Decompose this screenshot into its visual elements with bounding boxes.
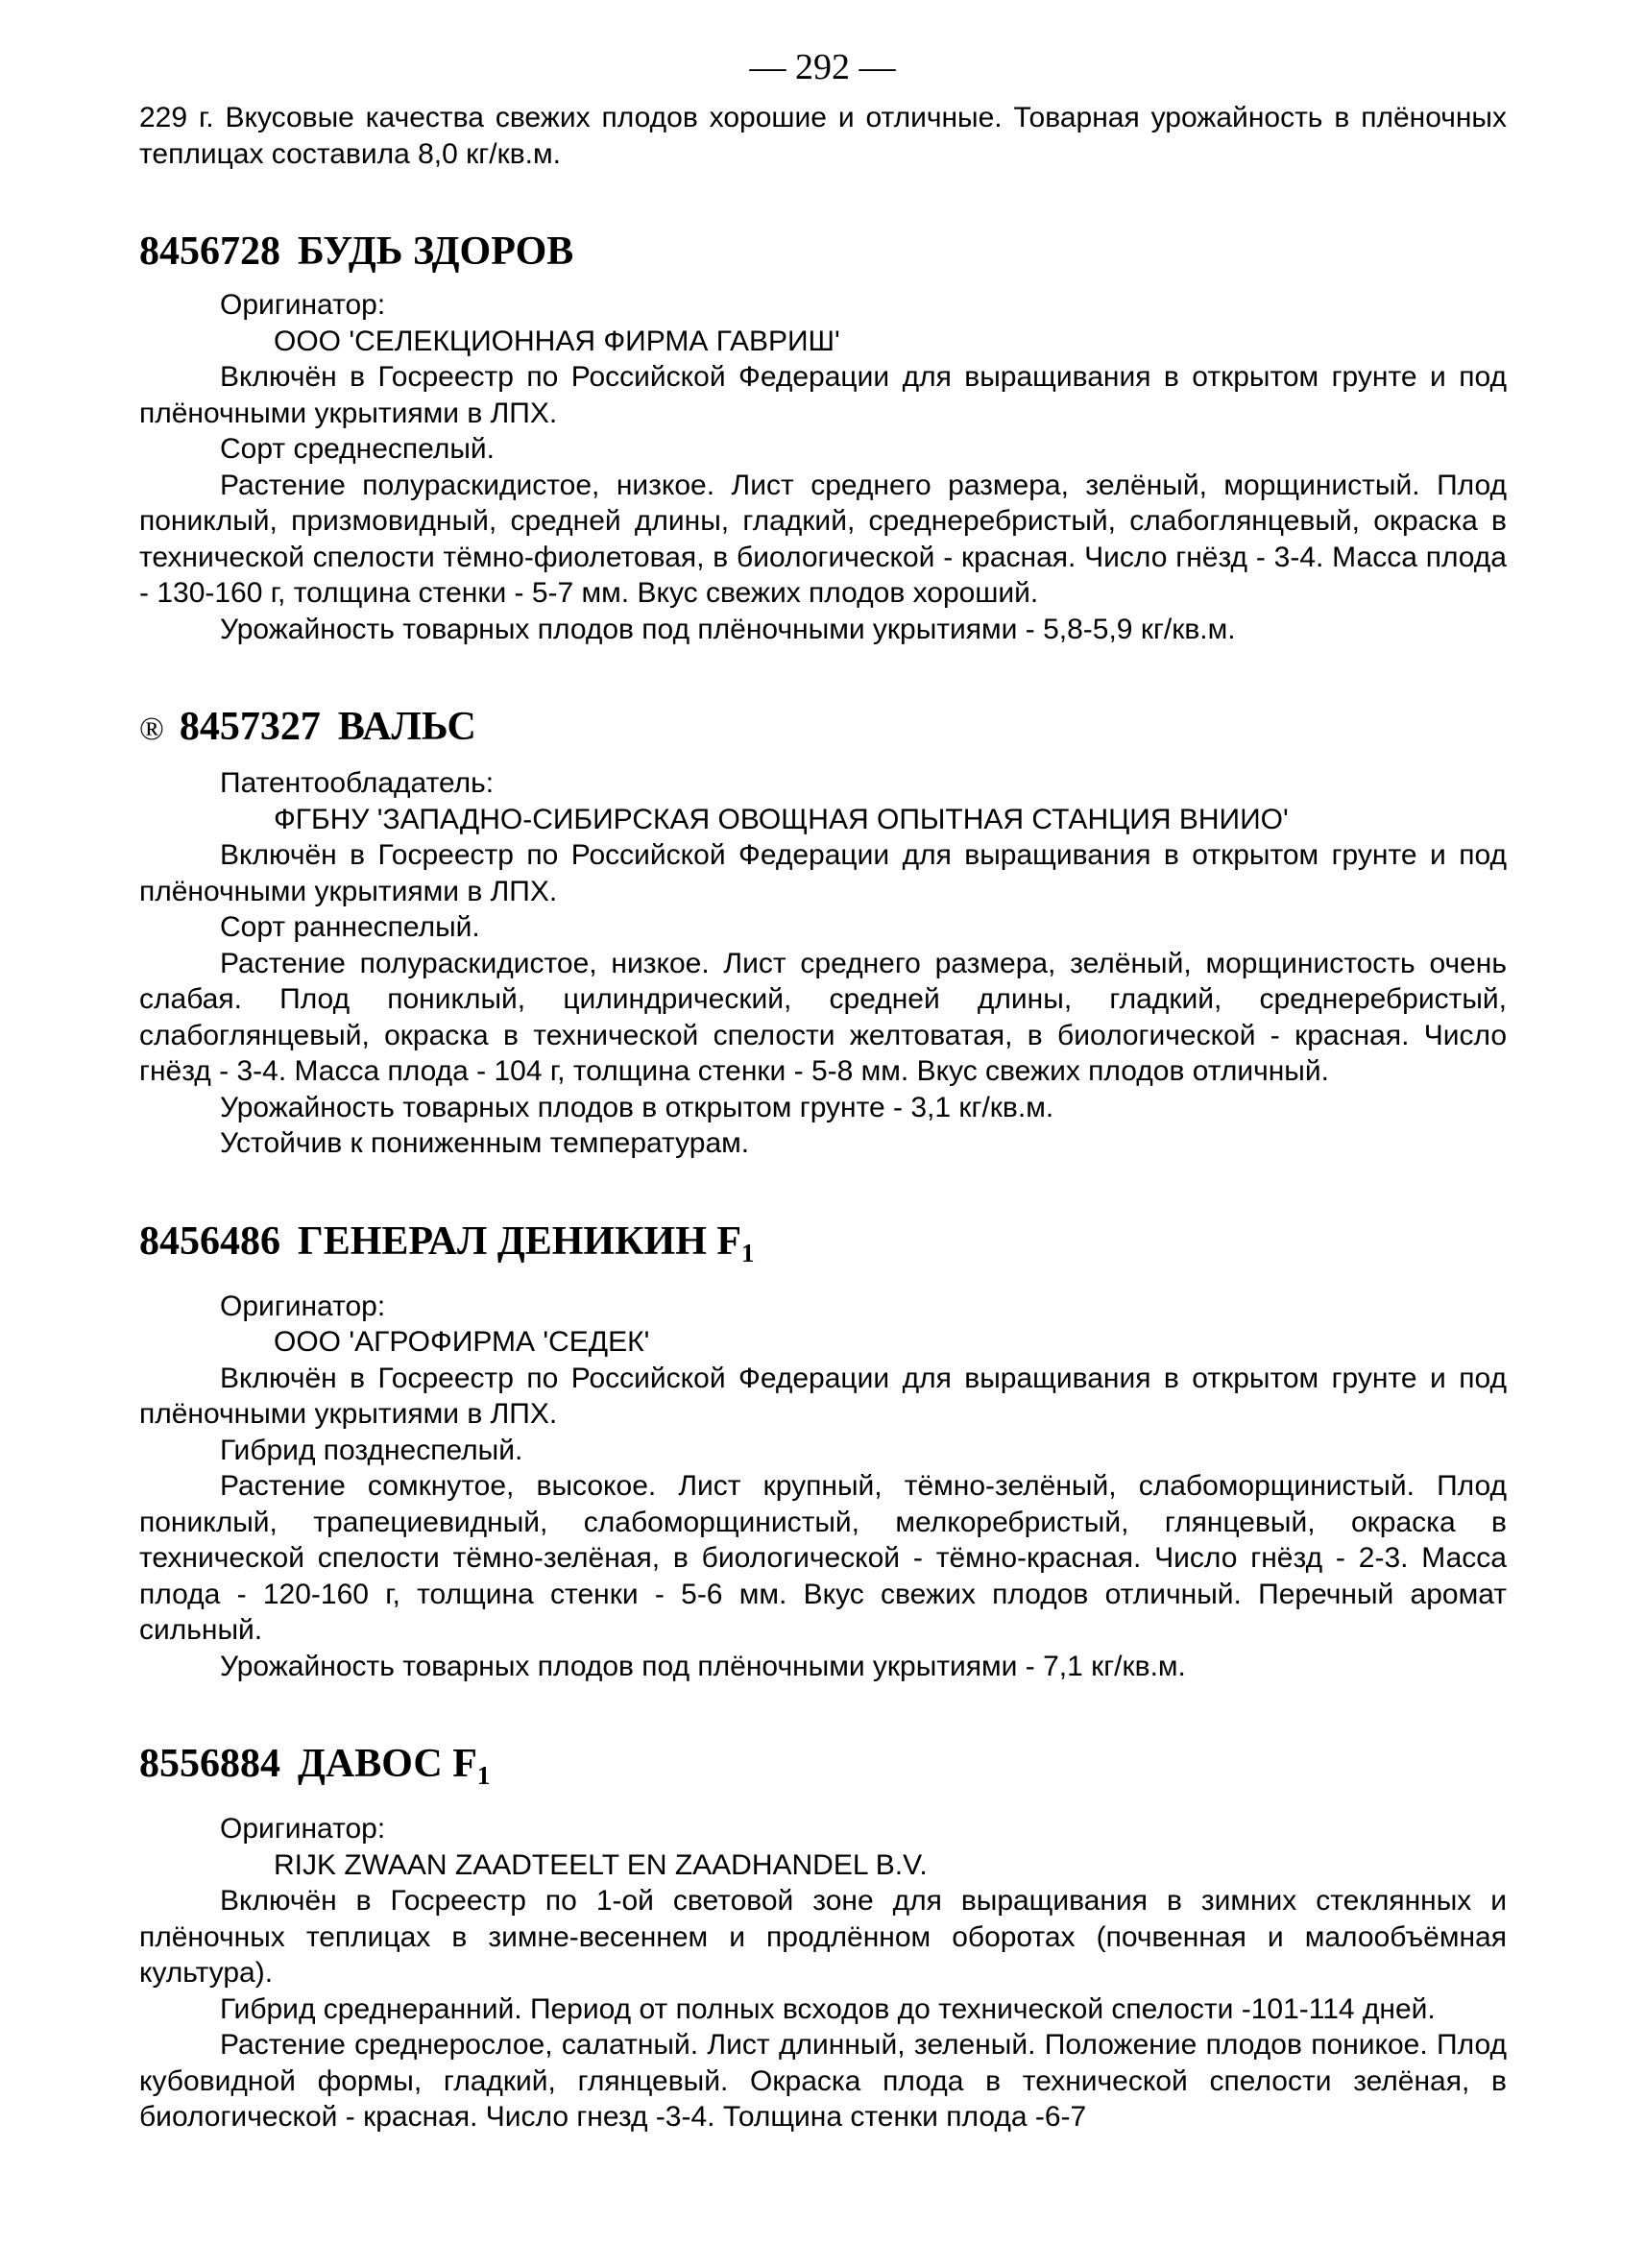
registry-paragraph: Включён в Госреестр по Российской Федерации для выращивания в открытом грунте и под плёночными укрытиями в ЛПХ. <box>139 839 1507 907</box>
page-number: — 292 — <box>749 47 896 87</box>
role-label: Оригинатор: <box>220 1290 386 1322</box>
page-content <box>139 100 1507 2135</box>
entry-heading <box>139 1740 1507 1799</box>
role-label: Патентообладатель: <box>220 767 495 799</box>
yield-paragraph: Урожайность товарных плодов под плёночными укрытиями - 5,8-5,9 кг/кв.м. <box>220 613 1236 645</box>
description-paragraph: Растение полураскидистое, низкое. Лист среднего размера, зелёный, морщинистый. Плод пониклый, призмовидный, средней длины, гладкий, среднеребристый, слабоглянцевый, окраска в технической спелости тёмно-фиолетовая, в биологической - красная. Число гнёзд - 3-4. Масса плода - 130-160 г, толщина стенки - 5-7 мм. Вкус свежих плодов хороший. <box>139 469 1507 609</box>
registered-mark-icon: ® <box>139 712 164 747</box>
intro-paragraph: 229 г. Вкусовые качества свежих плодов хорошие и отличные. Товарная урожайность в плёночных теплицах составила 8,0 кг/кв.м. <box>139 102 1507 170</box>
variety-entry <box>139 703 1507 1162</box>
hybrid-subscript: 1 <box>476 1761 491 1790</box>
ripeness-paragraph: Сорт раннеспелый. <box>220 911 480 943</box>
yield-paragraph: Урожайность товарных плодов в открытом грунте - 3,1 кг/кв.м. <box>220 1091 1054 1123</box>
description-paragraph: Растение среднерослое, салатный. Лист длинный, зеленый. Положение плодов поникое. Плод кубовидной формы, гладкий, глянцевый. Окраска плода в технической спелости зелёная, в биологической - красная. Число гнезд -3-4. Толщина стенки плода -6-7 <box>139 2029 1507 2133</box>
registry-number: 8457327 <box>179 705 321 749</box>
role-label: Оригинатор: <box>220 1813 386 1845</box>
organization-name: ООО 'АГРОФИРМА 'СЕДЕК' <box>274 1326 650 1358</box>
variety-name: БУДЬ ЗДОРОВ <box>298 229 574 274</box>
entry-heading <box>139 1218 1507 1277</box>
description-paragraph: Растение полураскидистое, низкое. Лист среднего размера, зелёный, морщинистость очень слабая. Плод пониклый, цилиндрический, средней длины, гладкий, среднеребристый, слабоглянцевый, окраска в технической спелости желтоватая, в биологической - красная. Число гнёзд - 3-4. Масса плода - 104 г, толщина стенки - 5-8 мм. Вкус свежих плодов отличный. <box>139 947 1507 1087</box>
variety-name: ВАЛЬС <box>337 705 476 749</box>
variety-name: ГЕНЕРАЛ ДЕНИКИН F <box>298 1218 742 1264</box>
variety-name: ДАВОС F <box>298 1742 477 1786</box>
variety-entry <box>139 228 1507 647</box>
variety-entry <box>139 1740 1507 2135</box>
organization-name: RIJK ZWAAN ZAADTEELT EN ZAADHANDEL B.V. <box>274 1848 928 1881</box>
variety-entry <box>139 1218 1507 1685</box>
ripeness-paragraph: Гибрид среднеранний. Период от полных всходов до технической спелости -101-114 дней. <box>220 1992 1436 2025</box>
resistance-paragraph: Устойчив к пониженным температурам. <box>220 1127 750 1159</box>
registry-number: 8556884 <box>139 1742 280 1786</box>
registry-paragraph: Включён в Госреестр по Российской Федерации для выращивания в открытом грунте и под плёночными укрытиями в ЛПХ. <box>139 1362 1507 1430</box>
ripeness-paragraph: Сорт среднеспелый. <box>220 433 496 465</box>
description-paragraph: Растение сомкнутое, высокое. Лист крупный, тёмно-зелёный, слабоморщинистый. Плод пониклый, трапециевидный, слабоморщинистый, мелкоребристый, глянцевый, окраска в технической спелости тёмно-зелёная, в биологической - тёмно-красная. Число гнёзд - 2-3. Масса плода - 120-160 г, толщина стенки - 5-6 мм. Вкус свежих плодов отличный. Перечный аромат сильный. <box>139 1470 1507 1646</box>
registry-paragraph: Включён в Госреестр по 1-ой световой зоне для выращивания в зимних стеклянных и плёночных теплицах в зимне-весеннем и продлённом оборотах (почвенная и малообъёмная культура). <box>139 1885 1507 1989</box>
registry-number: 8456486 <box>139 1218 280 1264</box>
registry-paragraph: Включён в Госреестр по Российской Федерации для выращивания в открытом грунте и под плёночными укрытиями в ЛПХ. <box>139 361 1507 429</box>
registry-number: 8456728 <box>139 229 280 274</box>
entry-heading <box>139 703 1507 754</box>
hybrid-subscript: 1 <box>741 1238 755 1267</box>
ripeness-paragraph: Гибрид позднеспелый. <box>220 1434 523 1466</box>
organization-name: ФГБНУ 'ЗАПАДНО-СИБИРСКАЯ ОВОЩНАЯ ОПЫТНАЯ СТАНЦИЯ ВНИИО' <box>274 803 1289 835</box>
role-label: Оригинатор: <box>220 289 386 321</box>
yield-paragraph: Урожайность товарных плодов под плёночными укрытиями - 7,1 кг/кв.м. <box>220 1650 1186 1682</box>
entry-heading <box>139 228 1507 276</box>
organization-name: ООО 'СЕЛЕКЦИОННАЯ ФИРМА ГАВРИШ' <box>274 325 840 357</box>
